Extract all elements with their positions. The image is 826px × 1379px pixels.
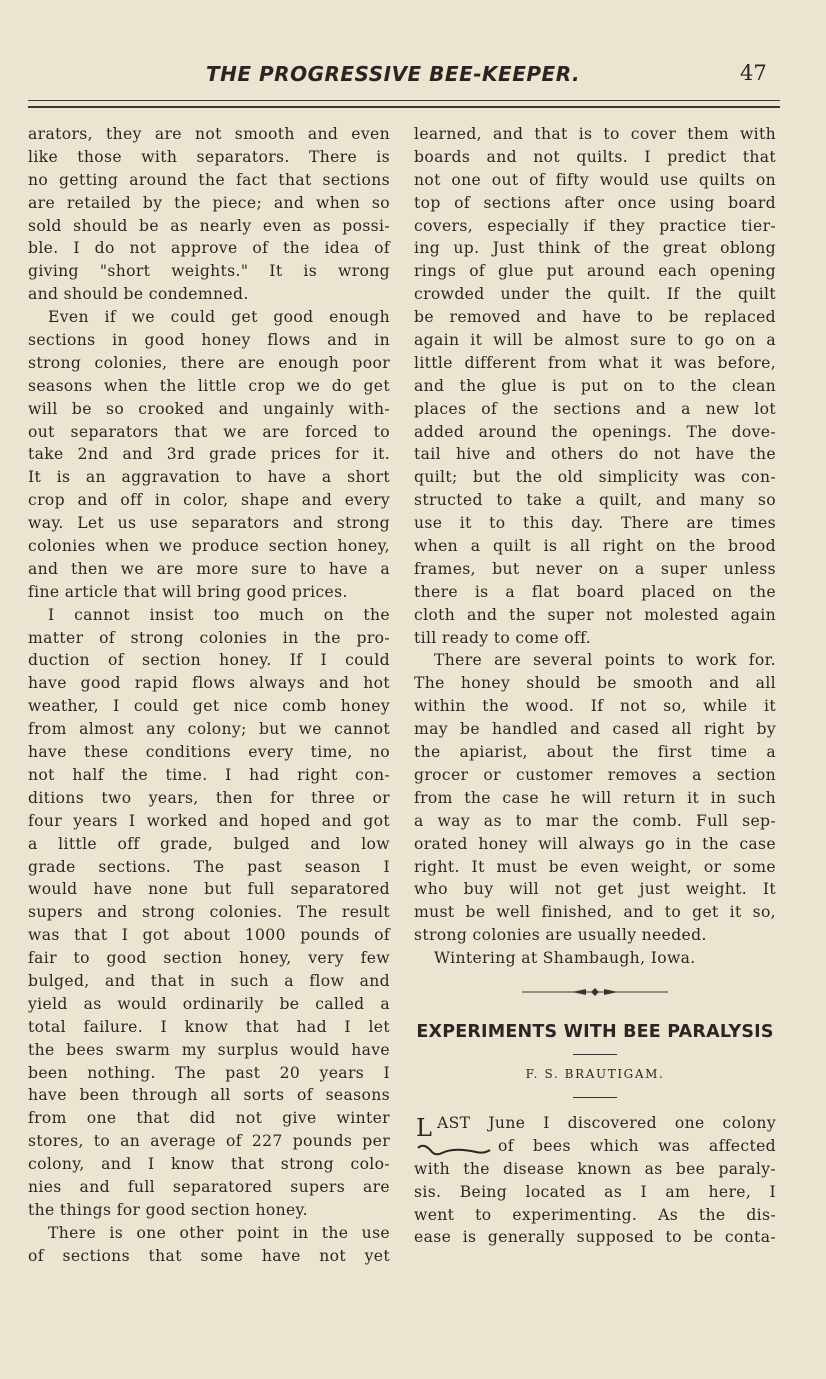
text-line: sold should be as nearly even as possi- xyxy=(28,216,390,235)
text-line: who buy will not get just weight. It xyxy=(414,880,776,899)
section-divider xyxy=(414,970,776,1014)
article-byline: F. S. BRAUTIGAM. xyxy=(525,1066,665,1081)
text-line: right. It must be even weight, or some xyxy=(414,857,776,876)
text-line: use it to this day. There are times xyxy=(414,514,776,533)
text-line: and the glue is put on to the clean xyxy=(414,376,776,395)
text-line: weather, I could get nice comb honey xyxy=(28,697,390,716)
text-line: stores, to an average of 227 pounds per xyxy=(28,1132,390,1151)
text-line: have these conditions every time, no xyxy=(28,743,390,762)
text-line: rings of glue put around each opening xyxy=(414,262,776,281)
text-line: tail hive and others do not have the xyxy=(414,445,776,464)
text-line: and then we are more sure to have a xyxy=(28,559,390,578)
text-line: sections in good honey flows and in xyxy=(28,331,390,350)
text-line: of bees which was affected xyxy=(498,1136,776,1155)
text-line: way. Let us use separators and strong xyxy=(28,514,390,533)
text-line: a little off grade, bulged and low xyxy=(28,834,390,853)
text-line: ing up. Just think of the great oblong xyxy=(414,239,776,258)
text-line: and should be condemned. xyxy=(28,285,249,304)
text-line: crop and off in color, shape and every xyxy=(28,491,390,510)
text-line: giving "short weights." It is wrong xyxy=(28,262,390,281)
text-line: not half the time. I had right con- xyxy=(28,765,390,784)
text-line: It is an aggravation to have a short xyxy=(28,468,390,487)
text-line: would have none but full separatored xyxy=(28,880,390,899)
drop-cap xyxy=(414,1114,492,1158)
text-line: ease is generally supposed to be conta- xyxy=(414,1228,776,1247)
text-line: the apiarist, about the first time a xyxy=(414,743,776,762)
text-line: I cannot insist too much on the xyxy=(48,605,390,624)
text-line: have been through all sorts of seasons xyxy=(28,1086,390,1105)
text-line: was that I got about 1000 pounds of xyxy=(28,926,390,945)
title-rule xyxy=(573,1054,617,1055)
text-line: structed to take a quilt, and many so xyxy=(414,491,776,510)
text-line: been nothing. The past 20 years I xyxy=(28,1063,390,1082)
text-line: colonies when we produce section honey, xyxy=(28,537,390,556)
text-line: sis. Being located as I am here, I xyxy=(414,1182,776,1201)
text-line: be removed and have to be replaced xyxy=(414,308,776,327)
page-number: 47 xyxy=(740,61,767,85)
text-line: like those with separators. There is xyxy=(28,147,390,166)
text-line: covers, especially if they practice tier- xyxy=(414,216,776,235)
text-line: colony, and I know that strong colo- xyxy=(28,1155,390,1174)
text-line: ble. I do not approve of the idea of xyxy=(28,239,390,258)
text-line: learned, and that is to cover them with xyxy=(414,125,776,143)
text-line: bulged, and that in such a flow and xyxy=(28,971,390,990)
page-header xyxy=(0,58,826,94)
text-line: from one that did not give winter xyxy=(28,1109,390,1128)
text-line: orated honey will always go in the case xyxy=(414,834,776,853)
text-line: yield as would ordinarily be called a xyxy=(28,994,390,1013)
text-line: nies and full separatored supers are xyxy=(28,1177,390,1196)
text-line: there is a flat board placed on the xyxy=(414,582,776,601)
article-body xyxy=(414,1112,776,1249)
text-line: seasons when the little crop we do get xyxy=(28,376,390,395)
text-line: no getting around the fact that sections xyxy=(28,170,390,189)
text-line: ditions two years, then for three or xyxy=(28,788,390,807)
text-line: cloth and the super not molested again xyxy=(414,605,776,624)
text-line: strong colonies are usually needed. xyxy=(414,926,707,945)
header-rule-thin xyxy=(28,100,780,101)
text-line: crowded under the quilt. If the quilt xyxy=(414,285,776,304)
text-line: total failure. I know that had I let xyxy=(28,1017,390,1036)
text-line: places of the sections and a new lot xyxy=(414,399,776,418)
text-line: added around the openings. The dove- xyxy=(414,422,776,441)
divider-ornament-icon xyxy=(520,986,670,998)
text-line: when a quilt is all right on the brood xyxy=(414,537,776,556)
text-line: grocer or customer removes a section xyxy=(414,765,776,784)
text-line: may be handled and cased all right by xyxy=(414,720,776,739)
text-line: There are several points to work for. xyxy=(434,651,776,670)
text-line: with the disease known as bee paraly- xyxy=(414,1159,776,1178)
text-line: a way as to mar the comb. Full sep- xyxy=(414,811,776,830)
text-line: out separators that we are forced to xyxy=(28,422,390,441)
text-line: from almost any colony; but we cannot xyxy=(28,720,390,739)
text-line: fine article that will bring good prices. xyxy=(28,582,348,601)
text-line: supers and strong colonies. The result xyxy=(28,903,390,922)
right-column xyxy=(414,123,776,1249)
text-line: four years I worked and hoped and got xyxy=(28,811,390,830)
text-line: Even if we could get good enough xyxy=(48,308,390,327)
text-line: will be so crooked and ungainly with- xyxy=(28,399,390,418)
text-line: quilt; but the old simplicity was con- xyxy=(414,468,776,487)
text-line: of sections that some have not yet xyxy=(28,1246,390,1265)
text-line: have good rapid flows always and hot xyxy=(28,674,390,693)
text-line: take 2nd and 3rd grade prices for it. xyxy=(28,445,390,464)
header-rule-thick xyxy=(28,106,780,108)
text-line: within the wood. If not so, while it xyxy=(414,697,776,716)
text-line: The honey should be smooth and all xyxy=(414,674,776,693)
text-line: not one out of fifty would use quilts on xyxy=(414,170,776,189)
text-line: top of sections after once using board xyxy=(414,193,776,212)
text-line: went to experimenting. As the dis- xyxy=(414,1205,776,1224)
text-line: little different from what it was before, xyxy=(414,353,776,372)
text-line: matter of strong colonies in the pro- xyxy=(28,628,390,647)
text-line: grade sections. The past season I xyxy=(28,857,390,876)
signoff-line: Wintering at Shambaugh, Iowa. xyxy=(434,949,696,968)
byline-rule xyxy=(573,1097,617,1098)
text-line: are retailed by the piece; and when so xyxy=(28,193,390,212)
left-column xyxy=(28,123,390,1268)
text-line: arators, they are not smooth and even xyxy=(28,125,390,143)
text-line: the things for good section honey. xyxy=(28,1200,308,1219)
text-line: from the case he will return it in such xyxy=(414,788,776,807)
text-line: again it will be almost sure to go on a xyxy=(414,331,776,350)
text-line: There is one other point in the use xyxy=(48,1223,390,1242)
running-title: THE PROGRESSIVE BEE-KEEPER. xyxy=(206,62,581,86)
text-line: frames, but never on a super unless xyxy=(414,559,776,578)
text-line: the bees swarm my surplus would have xyxy=(28,1040,390,1059)
text-line: till ready to come off. xyxy=(414,628,591,647)
text-line: must be well finished, and to get it so, xyxy=(414,903,776,922)
article-title: EXPERIMENTS WITH BEE PARALYSIS xyxy=(416,1021,774,1042)
text-line: fair to good section honey, very few xyxy=(28,949,390,968)
text-line: AST June I discovered one colony xyxy=(437,1113,776,1132)
text-line: strong colonies, there are enough poor xyxy=(28,353,390,372)
svg-text:L: L xyxy=(416,1113,432,1142)
text-line: boards and not quilts. I predict that xyxy=(414,147,776,166)
text-line: duction of section honey. If I could xyxy=(28,651,390,670)
